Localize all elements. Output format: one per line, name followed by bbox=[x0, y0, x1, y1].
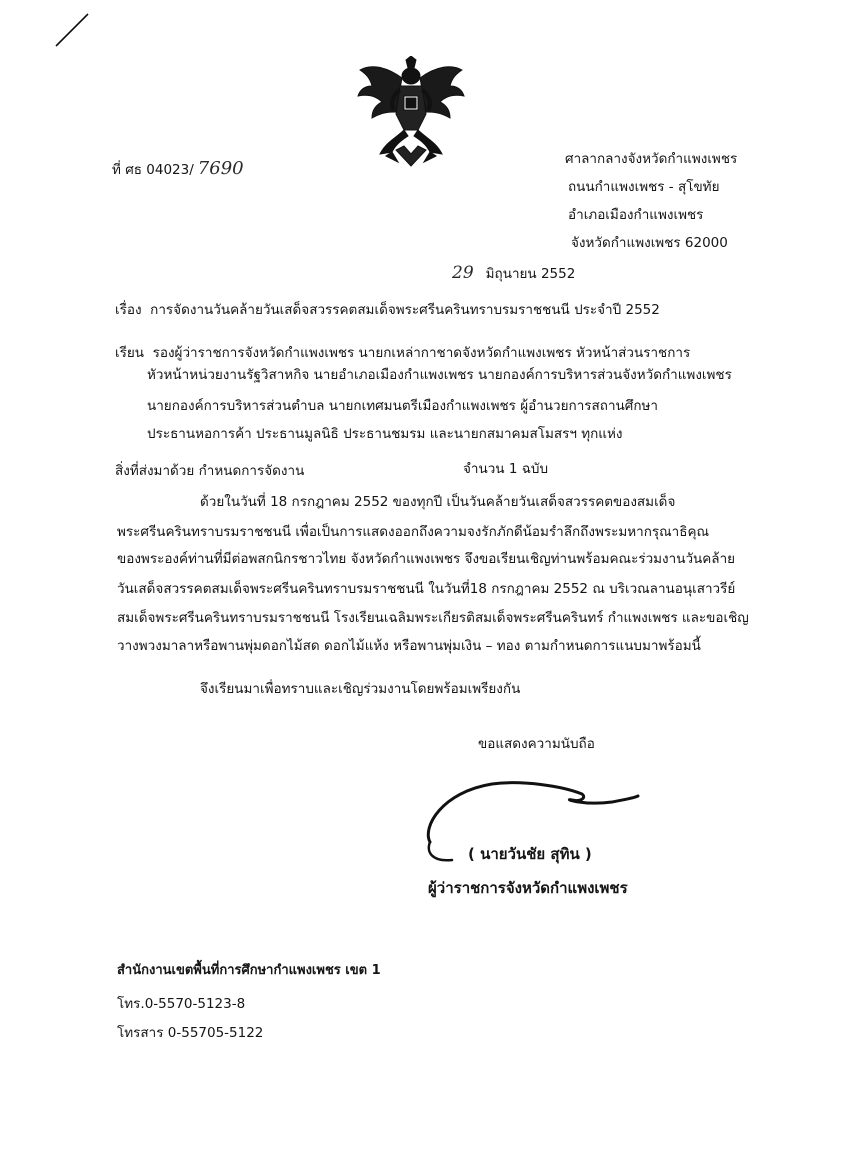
recipient-label: เรียน bbox=[115, 345, 145, 361]
enclosure-label: สิ่งที่ส่งมาด้วย กำหนดการจัดงาน bbox=[115, 463, 305, 479]
enclosure-quantity: จำนวน 1 ฉบับ bbox=[463, 461, 549, 477]
reference-number-handwritten: 7690 bbox=[197, 158, 244, 179]
body-line-4: วันเสด็จสวรรคตสมเด็จพระศรีนครินทราบรมราชชนนี ในวันที่18 กรกฎาคม 2552 ณ บริเวณลานอนุเสาวรีย์ bbox=[117, 581, 736, 597]
reference-label: ที่ ศธ 04023/ bbox=[112, 162, 194, 178]
recipient-line-2: หัวหน้าหน่วยงานรัฐวิสาหกิจ นายอำเภอเมืองกำแพงเพชร นายกองค์การบริหารส่วนจังหวัดกำแพงเพชร bbox=[147, 367, 732, 383]
recipient-line-3: นายกองค์การบริหารส่วนตำบล นายกเทศมนตรีเมืองกำแพงเพชร ผู้อำนวยการสถานศึกษา bbox=[147, 398, 658, 414]
recipient-line-4: ประธานหอการค้า ประธานมูลนิธิ ประธานชมรม และนายกสมาคมสโมสรฯ ทุกแห่ง bbox=[147, 426, 623, 442]
sender-address-line-4: จังหวัดกำแพงเพชร 62000 bbox=[571, 235, 728, 251]
subject-label: เรื่อง bbox=[115, 302, 142, 318]
sender-address-line-3: อำเภอเมืองกำแพงเพชร bbox=[568, 207, 704, 223]
body-line-2: พระศรีนครินทราบรมราชชนนี เพื่อเป็นการแสดงออกถึงความจงรักภักดีน้อมรำลึกถึงพระมหากรุณาธิคุณ bbox=[117, 524, 710, 540]
subject-text: การจัดงานวันคล้ายวันเสด็จสวรรคตสมเด็จพระศรีนครินทราบรมราชชนนี ประจำปี 2552 bbox=[150, 302, 660, 318]
footer-telephone: โทร.0-5570-5123-8 bbox=[117, 996, 246, 1012]
closing-salutation: ขอแสดงความนับถือ bbox=[478, 736, 595, 752]
date-day-handwritten: 29 bbox=[452, 263, 474, 283]
subject-line bbox=[115, 301, 660, 319]
letter-date bbox=[452, 264, 575, 283]
date-month-year: มิถุนายน 2552 bbox=[485, 266, 576, 282]
body-line-1: ด้วยในวันที่ 18 กรกฎาคม 2552 ของทุกปี เป็นวันคล้ายวันเสด็จสวรรคตของสมเด็จ bbox=[200, 494, 676, 510]
footer-fax: โทรสาร 0-55705-5122 bbox=[117, 1025, 264, 1041]
sender-address-line-2: ถนนกำแพงเพชร - สุโขทัย bbox=[568, 179, 720, 195]
body-line-5: สมเด็จพระศรีนครินทราบรมราชชนนี โรงเรียนเฉลิมพระเกียรติสมเด็จพระศรีนครินทร์ กำแพงเพชร และขอเชิญ bbox=[117, 610, 749, 626]
footer-office: สำนักงานเขตพื้นที่การศึกษากำแพงเพชร เขต 1 bbox=[117, 963, 381, 978]
sender-address-line-1: ศาลากลางจังหวัดกำแพงเพชร bbox=[565, 151, 738, 167]
body-line-6: วางพวงมาลาหรือพานพุ่มดอกไม้สด ดอกไม้แห้ง หรือพานพุ่มเงิน – ทอง ตามกำหนดการแนบมาพร้อมนี้ bbox=[117, 638, 701, 654]
recipient-text-1: รองผู้ว่าราชการจังหวัดกำแพงเพชร นายกเหล่ากาชาดจังหวัดกำแพงเพชร หัวหน้าส่วนราชการ bbox=[152, 345, 691, 361]
recipient-line-1 bbox=[115, 344, 690, 362]
reference-line bbox=[112, 160, 244, 179]
signatory-name: ( นายวันชัย สุทิน ) bbox=[468, 845, 592, 863]
closing-request: จึงเรียนมาเพื่อทราบและเชิญร่วมงานโดยพร้อมเพรียงกัน bbox=[200, 681, 521, 697]
scan-mark bbox=[52, 10, 92, 50]
signatory-position: ผู้ว่าราชการจังหวัดกำแพงเพชร bbox=[428, 879, 628, 897]
body-line-3: ของพระองค์ท่านที่มีต่อพสกนิกรชาวไทย จังหวัดกำแพงเพชร จึงขอเรียนเชิญท่านพร้อมคณะร่วมงานวันคล้าย bbox=[117, 551, 736, 567]
garuda-emblem-icon bbox=[356, 56, 466, 168]
